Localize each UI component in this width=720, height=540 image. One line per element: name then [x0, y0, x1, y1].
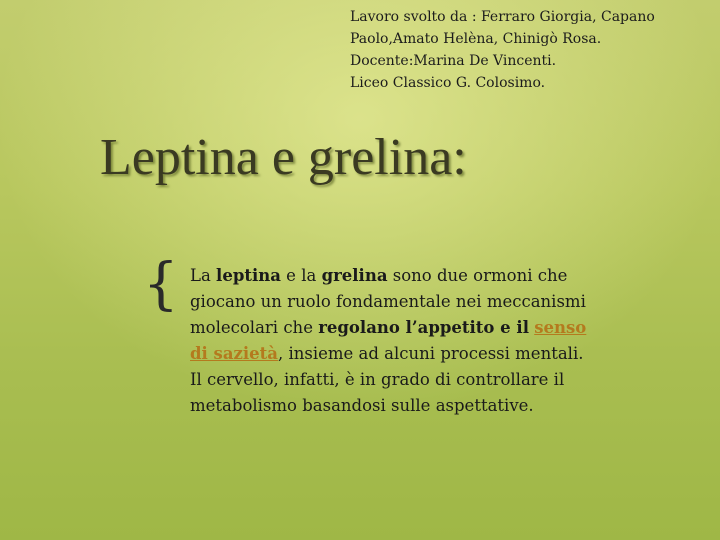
- credits-block: [350, 6, 710, 94]
- keyword-regolano: regolano l’appetito e il: [318, 318, 529, 337]
- left-brace-icon: {: [143, 252, 179, 317]
- credits-line-teacher: Docente:Marina De Vincenti.: [350, 53, 557, 69]
- paragraph-text: , insieme ad alcuni processi mentali. Il cervello, infatti, è in grado di controllare il metabolismo basandosi sulle aspettative.: [190, 344, 584, 415]
- credits-line-authors-1: Lavoro svolto da : Ferraro Giorgia, Capano: [350, 9, 655, 25]
- paragraph-text: e la: [280, 266, 322, 285]
- link-senso-di-sazieta[interactable]: senso di sazietà: [190, 318, 587, 363]
- credits-line-authors-2: Paolo,Amato Helèna, Chinigò Rosa.: [350, 31, 602, 47]
- body-paragraph: [190, 263, 590, 419]
- keyword-leptina: leptina: [216, 266, 281, 285]
- paragraph-text: sono due ormoni che giocano un ruolo fondamentale nei meccanismi molecolari che: [190, 266, 586, 337]
- credits-line-school: Liceo Classico G. Colosimo.: [350, 75, 546, 91]
- slide-title: Leptina e grelina:: [100, 129, 467, 186]
- paragraph-text: La: [190, 266, 217, 285]
- keyword-grelina: grelina: [321, 266, 388, 285]
